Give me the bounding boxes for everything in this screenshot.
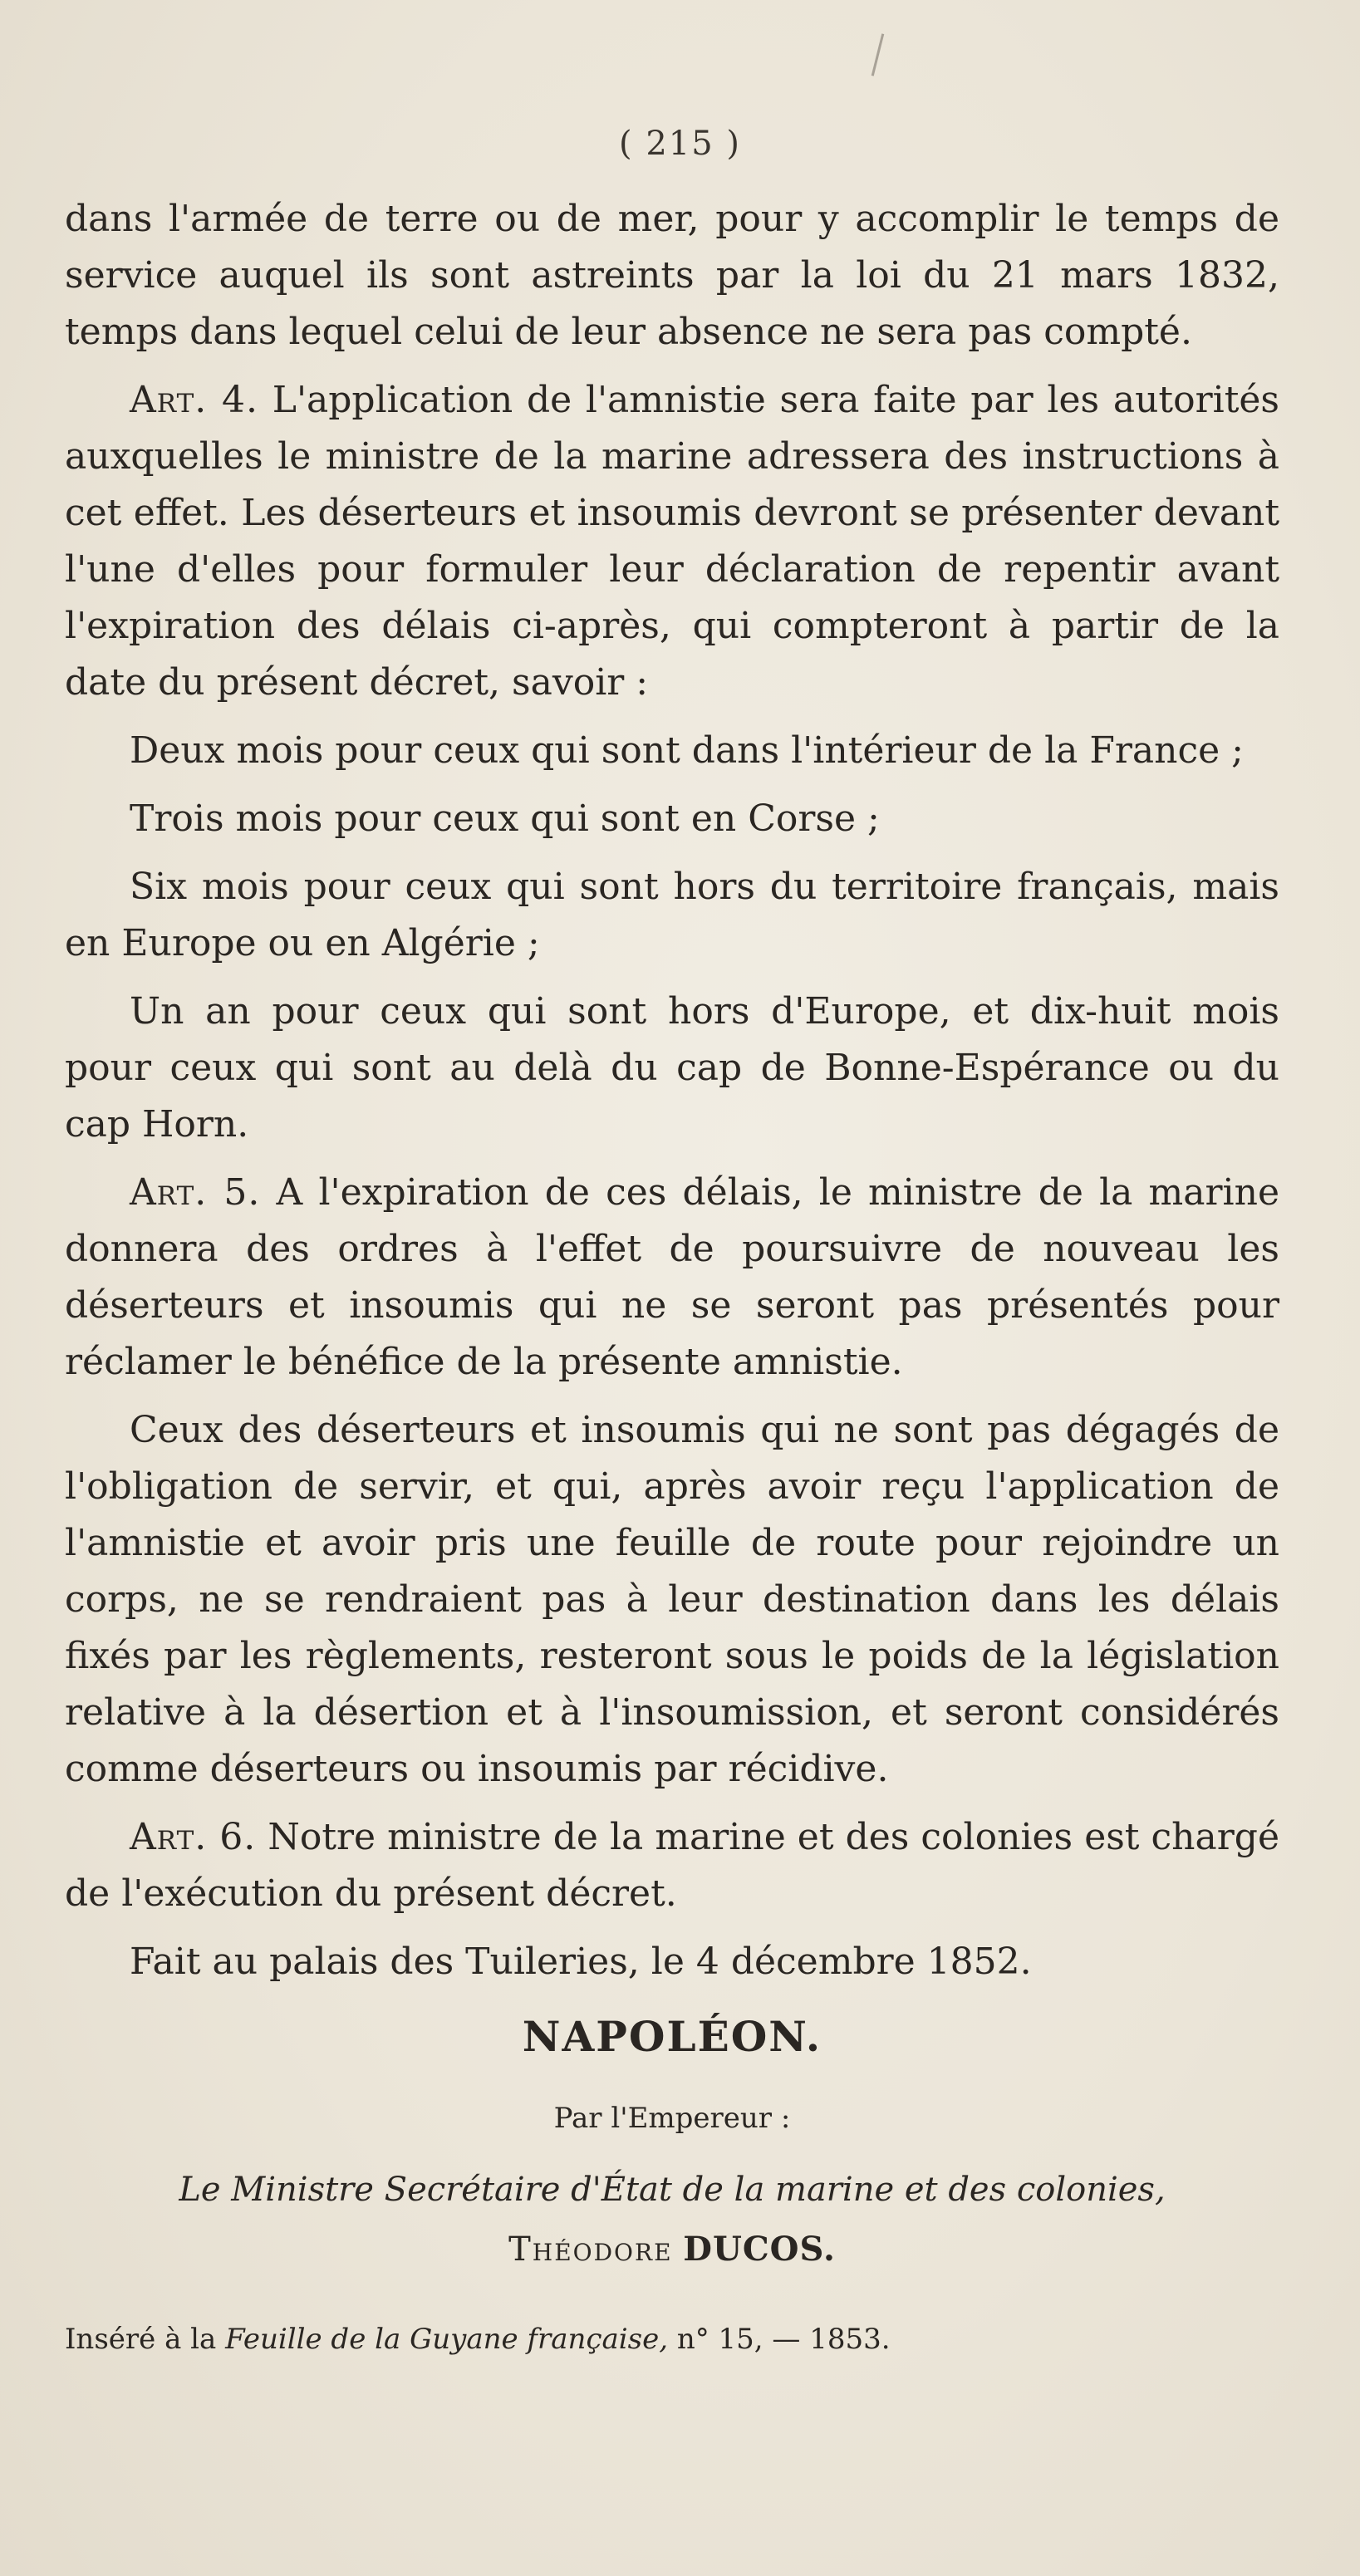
article-4-text: L'application de l'amnistie sera faite par les autorités auxquelles le ministre de la marine adressera des instructions à cet effet. Les déserteurs et insoumis devront se présenter devant l'une d'elles pour formuler leur déclaration de repentir avant l'expiration des délais ci-après, qui compteront à partir de la date du présent décret, savoir : [65,379,1279,704]
article-6-label: Art. 6. [130,1816,257,1858]
article-5-label: Art. 5. [130,1171,261,1214]
inserted-source: Feuille de la Guyane française, [225,2323,669,2356]
delay-trois-mois: Trois mois pour ceux qui sont en Corse ; [130,797,880,840]
article-4-label: Art. 4. [130,379,258,421]
document-body [65,191,1279,2367]
page-number: ( 215 ) [619,125,741,163]
article-6 [65,1809,1279,1922]
stray-pen-mark [871,33,884,76]
delay-six-mois: Six mois pour ceux qui sont hors du territoire français, mais en Europe ou en Algérie ; [65,866,1279,964]
paragraph-fait: Fait au palais des Tuileries, le 4 décembre 1852. [130,1941,1032,1983]
minister-last-name: DUCOS. [683,2230,836,2269]
minister-name [65,2221,1279,2278]
delay-deux-mois: Deux mois pour ceux qui sont dans l'intérieur de la France ; [130,729,1244,772]
inserted-note [65,2311,1279,2367]
inserted-suffix: n° 15, — 1853. [676,2323,891,2356]
signature-napoleon: NAPOLÉON. [522,2012,822,2061]
inserted-prefix: Inséré à la [65,2323,217,2356]
delay-un-an: Un an pour ceux qui sont hors d'Europe, et dix-huit mois pour ceux qui sont au delà du cap de Bonne-Espérance ou du cap Horn. [65,990,1279,1146]
minister-first-name: Théodore [508,2230,673,2269]
article-6-text: Notre ministre de la marine et des colonies est chargé de l'exécution du présent décret. [65,1816,1279,1915]
article-5-text: A l'expiration de ces délais, le ministre de la marine donnera des ordres à l'effet de poursuivre de nouveau les déserteurs et insoumis qui ne se seront pas présentés pour réclamer le bénéfice de la présente amnistie. [65,1171,1279,1383]
article-4 [65,372,1279,711]
minister-title: Le Ministre Secrétaire d'État de la marine et des colonies, [179,2171,1166,2209]
paragraph-ceux: Ceux des déserteurs et insoumis qui ne sont pas dégagés de l'obligation de servir, et qui, après avoir reçu l'application de l'amnistie et avoir pris une feuille de route pour rejoindre un corps, ne se rendraient pas à leur destination dans les délais fixés par les règlements, resteront sous le poids de la législation relative à la désertion et à l'insoumission, et seront considérés comme déserteurs ou insoumis par récidive. [65,1409,1279,1790]
article-5 [65,1165,1279,1391]
paragraph-continuation: dans l'armée de terre ou de mer, pour y accomplir le temps de service auquel ils sont astreints par la loi du 21 mars 1832, temps dans lequel celui de leur absence ne sera pas compté. [65,198,1279,353]
by-line: Par l'Empereur : [553,2102,791,2135]
